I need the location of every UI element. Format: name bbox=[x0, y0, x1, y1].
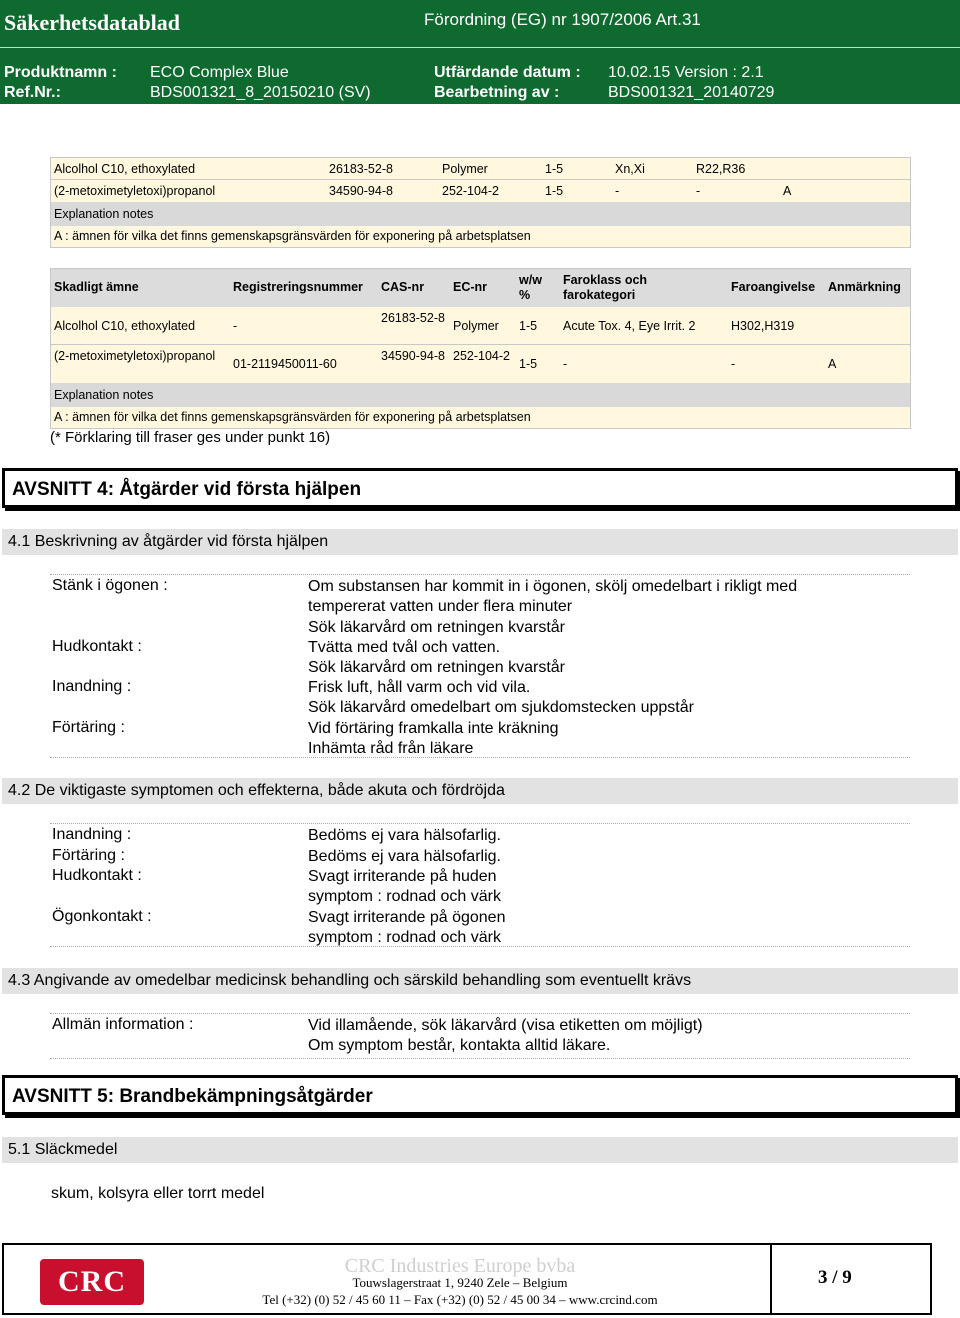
first-aid-line: Om substansen har kommit in i ögonen, skölj omedelbart i rikligt med bbox=[308, 578, 798, 595]
table-cell: R22,R36 bbox=[696, 162, 746, 176]
table-cell: 1-5 bbox=[519, 319, 538, 333]
table-cell: 1-5 bbox=[545, 162, 564, 176]
table-cell: A bbox=[828, 357, 837, 371]
symptom-text: Bedöms ej vara hälsofarlig. bbox=[308, 827, 501, 844]
section-5-title: AVSNITT 5: Brandbekämpningsåtgärder bbox=[2, 1075, 958, 1115]
crc-logo: CRC bbox=[40, 1259, 144, 1305]
medical-line: Vid illamående, sök läkarvård (visa etiketten om möjligt) bbox=[308, 1017, 703, 1034]
table-cell: - bbox=[233, 319, 238, 333]
explanation-notes-title: Explanation notes bbox=[54, 207, 154, 221]
table-cell: 252-104-2 bbox=[442, 184, 499, 198]
table-cell: 34590-94-8 bbox=[329, 184, 393, 198]
column-header: EC-nr bbox=[453, 280, 488, 294]
company-address: Touwslagerstraat 1, 9240 Zele – Belgium bbox=[352, 1275, 568, 1290]
first-aid-text bbox=[308, 719, 559, 760]
ingredients-table-clp bbox=[50, 268, 911, 429]
symptom-text: Bedöms ej vara hälsofarlig. bbox=[308, 848, 501, 865]
table-cell: (2-metoximetyletoxi)propanol bbox=[54, 349, 216, 363]
first-aid-label: Stänk i ögonen : bbox=[52, 577, 168, 594]
extinguishing-media: skum, kolsyra eller torrt medel bbox=[51, 1185, 265, 1202]
explanation-notes-text-row bbox=[51, 407, 910, 428]
page-number: 3 / 9 bbox=[818, 1267, 852, 1288]
table-row bbox=[51, 158, 910, 180]
subsection-4-1-title: 4.1 Beskrivning av åtgärder vid första hjälpen bbox=[2, 529, 958, 555]
subsection-4-2-title: 4.2 De viktigaste symptomen och effekterna, både akuta och fördröjda bbox=[2, 778, 958, 804]
regulation-text: Förordning (EG) nr 1907/2006 Art.31 bbox=[424, 10, 701, 29]
table-cell: A bbox=[783, 184, 792, 198]
explanation-notes-title: Explanation notes bbox=[54, 388, 154, 402]
table-cell: Alcolhol C10, ethoxylated bbox=[54, 162, 196, 176]
column-header: CAS-nr bbox=[381, 280, 425, 294]
symptom-label: Ögonkontakt : bbox=[52, 908, 152, 925]
first-aid-line: Sök läkarvård om retningen kvarstår bbox=[308, 659, 565, 677]
medical-text bbox=[308, 1016, 703, 1057]
first-aid-label: Förtäring : bbox=[52, 719, 125, 736]
explanation-notes-text: A : ämnen för vilka det finns gemenskapsgränsvärden för exponering på arbetsplatsen bbox=[54, 410, 531, 424]
table-cell: H302,H319 bbox=[731, 319, 795, 333]
symptom-label: Hudkontakt : bbox=[52, 867, 142, 884]
first-aid-line: Inhämta råd från läkare bbox=[308, 740, 474, 758]
first-aid-text bbox=[308, 638, 565, 679]
company-contact: Tel (+32) (0) 52 / 45 60 11 – Fax (+32) (0) 52 / 45 00 34 – www.crcind.com bbox=[262, 1292, 658, 1307]
table-row bbox=[51, 345, 910, 383]
footer bbox=[0, 1243, 960, 1318]
table-cell: - bbox=[731, 357, 736, 371]
ingredients-table-legacy bbox=[50, 157, 911, 248]
table-cell: 01-2119450011-60 bbox=[233, 357, 337, 371]
table-cell: 26183-52-8 bbox=[381, 311, 445, 325]
symptom-label: Inandning : bbox=[52, 826, 132, 843]
table-cell: Alcolhol C10, ethoxylated bbox=[54, 319, 196, 333]
table-cell: - bbox=[563, 357, 568, 371]
ref-value: BDS001321_8_20150210 (SV) bbox=[150, 84, 371, 101]
phrase-footnote: (* Förklaring till fraser ges under punkt 16) bbox=[50, 429, 331, 446]
issue-date-label: Utfärdande datum : bbox=[434, 64, 581, 81]
first-aid-line: tempererat vatten under flera minuter bbox=[308, 598, 573, 616]
explanation-notes-text-row bbox=[51, 226, 910, 247]
first-aid-line: Sök läkarvård omedelbart om sjukdomstecken uppstår bbox=[308, 699, 694, 717]
table-header-row bbox=[51, 269, 910, 307]
symptom-text bbox=[308, 908, 505, 949]
table-cell: 1-5 bbox=[519, 357, 538, 371]
company-name: CRC Industries Europe bvba bbox=[344, 1255, 576, 1277]
subsection-4-3-title: 4.3 Angivande av omedelbar medicinsk behandling och särskild behandling som eventuellt krävs bbox=[2, 968, 958, 994]
explanation-notes-row bbox=[51, 202, 910, 226]
table-row bbox=[51, 307, 910, 345]
revision-label: Bearbetning av : bbox=[434, 84, 560, 101]
revision-value: BDS001321_20140729 bbox=[608, 84, 775, 101]
document-title: Säkerhetsdatablad bbox=[4, 10, 181, 35]
column-header: Faroangivelse bbox=[731, 280, 816, 294]
column-header: Faroklass och farokategori bbox=[563, 273, 648, 302]
symptom-line: symptom : rodnad och värk bbox=[308, 929, 501, 947]
first-aid-label: Hudkontakt : bbox=[52, 638, 142, 655]
explanation-notes-row bbox=[51, 383, 910, 407]
column-header: Registreringsnummer bbox=[233, 280, 363, 294]
issue-date-value: 10.02.15 Version : 2.1 bbox=[608, 64, 764, 81]
table-cell: Xn,Xi bbox=[615, 162, 645, 176]
table-cell: - bbox=[615, 184, 620, 198]
table-cell: 1-5 bbox=[545, 184, 564, 198]
column-header: Anmärkning bbox=[828, 280, 901, 294]
section-4-title: AVSNITT 4: Åtgärder vid första hjälpen bbox=[2, 468, 958, 508]
table-cell: (2-metoximetyletoxi)propanol bbox=[54, 184, 216, 198]
first-aid-label: Inandning : bbox=[52, 678, 132, 695]
symptom-line: symptom : rodnad och värk bbox=[308, 888, 501, 906]
table-cell: 34590-94-8 bbox=[381, 349, 445, 363]
first-aid-text bbox=[308, 577, 797, 638]
first-aid-line: Frisk luft, håll varm och vid vila. bbox=[308, 679, 531, 696]
first-aid-text bbox=[308, 678, 694, 719]
ref-label: Ref.Nr.: bbox=[4, 84, 61, 101]
column-header: Skadligt ämne bbox=[54, 280, 139, 294]
table-cell: Acute Tox. 4, Eye Irrit. 2 bbox=[563, 319, 696, 333]
table-cell: Polymer bbox=[442, 162, 488, 176]
column-header: w/w % bbox=[519, 273, 542, 302]
symptom-line: Svagt irriterande på ögonen bbox=[308, 909, 506, 926]
table-row bbox=[51, 180, 910, 202]
subsection-5-1-title: 5.1 Släckmedel bbox=[2, 1137, 958, 1163]
explanation-notes-text: A : ämnen för vilka det finns gemenskapsgränsvärden för exponering på arbetsplatsen bbox=[54, 229, 531, 243]
symptom-text bbox=[308, 867, 501, 908]
medical-label: Allmän information : bbox=[52, 1016, 194, 1033]
header-divider bbox=[0, 47, 960, 48]
table-cell: Polymer bbox=[453, 319, 499, 333]
first-aid-line: Vid förtäring framkalla inte kräkning bbox=[308, 720, 559, 737]
product-value: ECO Complex Blue bbox=[150, 64, 289, 81]
product-label: Produktnamn : bbox=[4, 64, 117, 81]
symptom-line: Svagt irriterande på huden bbox=[308, 868, 497, 885]
first-aid-line: Tvätta med tvål och vatten. bbox=[308, 639, 501, 656]
table-cell: 26183-52-8 bbox=[329, 162, 393, 176]
table-cell: 252-104-2 bbox=[453, 349, 510, 363]
first-aid-line: Sök läkarvård om retningen kvarstår bbox=[308, 618, 565, 636]
symptom-label: Förtäring : bbox=[52, 847, 125, 864]
medical-line: Om symptom består, kontakta alltid läkare. bbox=[308, 1037, 611, 1055]
table-cell: - bbox=[696, 184, 701, 198]
